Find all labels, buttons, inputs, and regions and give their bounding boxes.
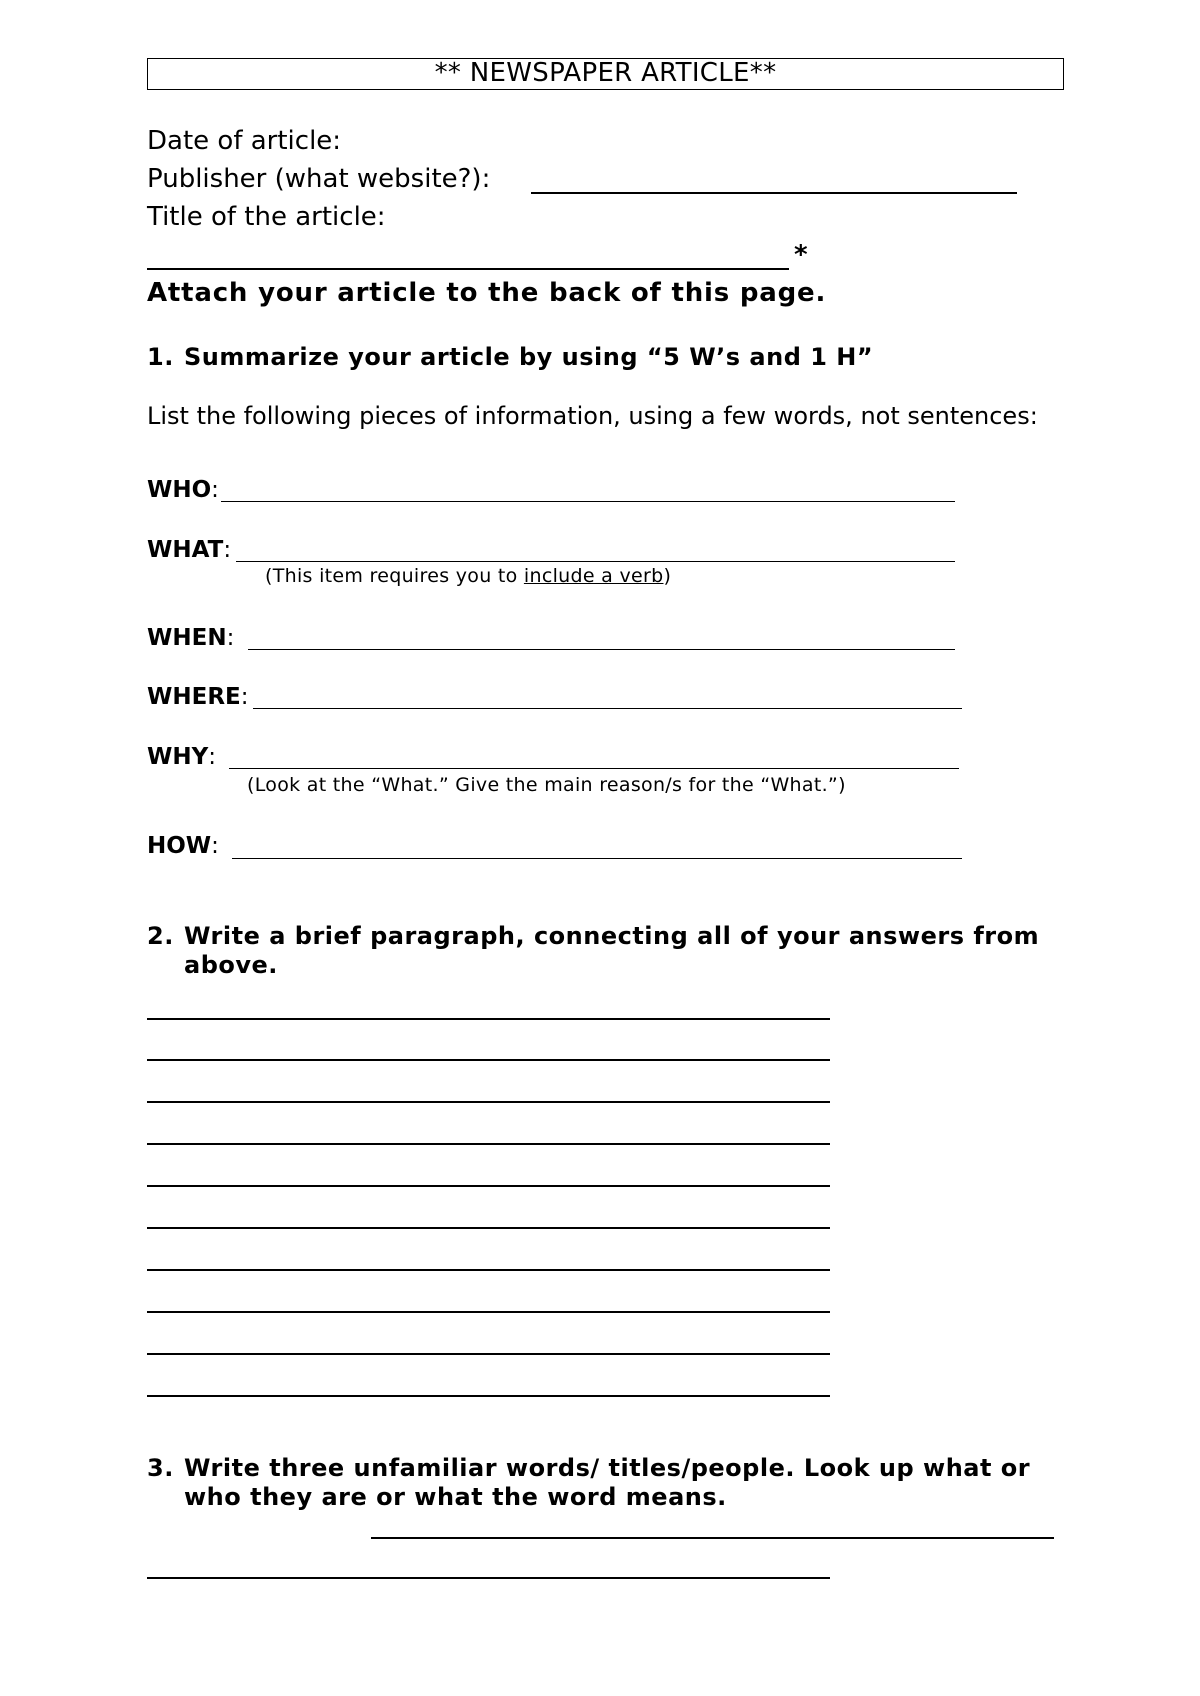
why-label: WHY (147, 744, 209, 770)
why-colon: : (208, 744, 217, 770)
when-label-row (147, 625, 234, 651)
when-answer-line[interactable] (248, 649, 955, 650)
paragraph-line[interactable] (147, 1269, 830, 1271)
where-label: WHERE (147, 684, 241, 710)
paragraph-line[interactable] (147, 1227, 830, 1229)
where-colon: : (240, 684, 249, 710)
q1-heading: Summarize your article by using “5 W’s and 1 H” (184, 343, 874, 371)
who-label: WHO (147, 477, 212, 503)
paragraph-line[interactable] (147, 1059, 830, 1061)
how-answer-line[interactable] (232, 858, 962, 859)
publisher-label: Publisher (what website?): (147, 164, 491, 194)
q3-number: 3. (147, 1454, 174, 1482)
what-colon: : (223, 537, 232, 563)
article-title-label: Title of the article: (147, 202, 386, 232)
what-note-pre: (This item requires you to (265, 565, 524, 587)
page-title: ** NEWSPAPER ARTICLE** (147, 58, 1064, 90)
article-title-answer-line[interactable] (147, 268, 789, 270)
paragraph-line[interactable] (147, 1018, 830, 1020)
where-label-row (147, 684, 249, 710)
what-note-underlined: include a verb (523, 565, 664, 587)
attach-note: Attach your article to the back of this page. (147, 278, 827, 308)
what-label: WHAT (147, 537, 224, 563)
when-colon: : (226, 625, 235, 651)
paragraph-line[interactable] (147, 1353, 830, 1355)
q2-heading-line2: above. (184, 951, 278, 979)
paragraph-line[interactable] (147, 1143, 830, 1145)
publisher-answer-line[interactable] (531, 192, 1017, 194)
paragraph-line[interactable] (147, 1395, 830, 1397)
what-note (265, 565, 671, 587)
what-label-row (147, 537, 231, 563)
paragraph-line[interactable] (147, 1311, 830, 1313)
who-answer-line[interactable] (221, 501, 955, 502)
where-answer-line[interactable] (253, 708, 962, 709)
paragraph-line[interactable] (147, 1185, 830, 1187)
what-note-post: ) (663, 565, 672, 587)
paragraph-line[interactable] (147, 1101, 830, 1103)
word-answer-line[interactable] (371, 1537, 1054, 1539)
how-label-row (147, 833, 219, 859)
when-label: WHEN (147, 625, 227, 651)
q1-instruction: List the following pieces of information, using a few words, not sentences: (147, 402, 1038, 430)
who-label-row (147, 477, 219, 503)
who-colon: : (211, 477, 219, 503)
why-answer-line[interactable] (229, 768, 959, 769)
how-colon: : (211, 833, 219, 859)
how-label: HOW (147, 833, 212, 859)
q3-heading-line2: who they are or what the word means. (184, 1483, 727, 1511)
q2-number: 2. (147, 922, 174, 950)
title-star: * (794, 240, 808, 270)
q1-number: 1. (147, 343, 174, 371)
word-answer-line[interactable] (147, 1577, 830, 1579)
q2-heading-line1: Write a brief paragraph, connecting all of your answers from (184, 922, 1040, 950)
q3-heading-line1: Write three unfamiliar words/ titles/people. Look up what or (184, 1454, 1031, 1482)
what-answer-line[interactable] (236, 561, 955, 562)
why-note: (Look at the “What.” Give the main reason/s for the “What.”) (247, 774, 846, 796)
date-label: Date of article: (147, 126, 342, 156)
why-label-row (147, 744, 216, 770)
